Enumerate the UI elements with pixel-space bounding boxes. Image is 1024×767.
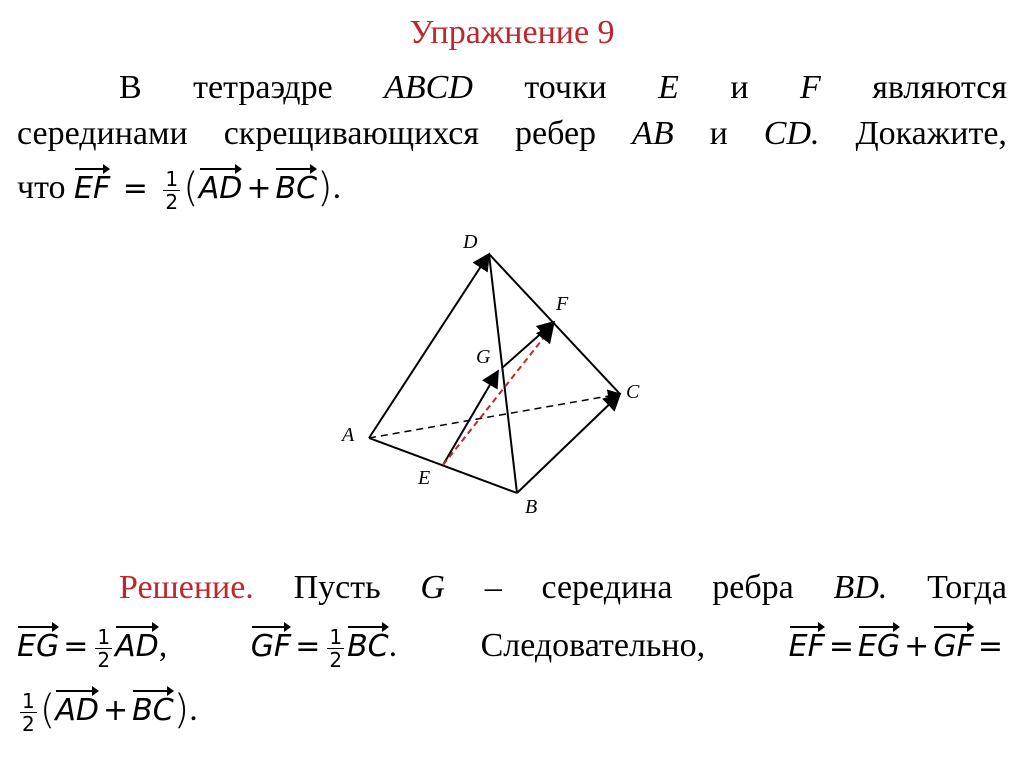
comma: ,	[158, 627, 168, 664]
edge-bc	[517, 394, 620, 493]
word: ребра	[712, 569, 794, 606]
word: Пусть	[293, 569, 381, 606]
formula-gf	[251, 624, 397, 671]
word: середина	[541, 569, 673, 606]
word: тетраэдре	[193, 69, 333, 106]
vector-bc: BC	[275, 167, 317, 211]
label-g: G	[476, 346, 491, 368]
vector-ef: EF	[74, 167, 110, 211]
equals-sign: =	[63, 629, 89, 664]
word: и	[730, 69, 749, 106]
problem-line-1	[17, 66, 1007, 110]
label-a: A	[342, 424, 355, 446]
tetrahedron-figure	[330, 228, 660, 528]
word: BD.	[833, 569, 888, 606]
left-paren: (	[39, 687, 56, 733]
formula-eg	[17, 624, 167, 671]
word: Тогда	[927, 569, 1007, 606]
label-f: F	[556, 293, 569, 315]
word: Докажите,	[855, 115, 1007, 152]
word: и	[709, 115, 728, 152]
word: –	[484, 569, 502, 606]
vector-bc-text: BC	[347, 625, 389, 669]
word: E	[658, 69, 679, 106]
fraction-denominator: 2	[165, 189, 179, 214]
solution-line-1	[17, 566, 1007, 610]
word: что	[17, 169, 66, 206]
label-b: B	[525, 496, 538, 518]
period: .	[189, 691, 198, 728]
fraction-numerator: 1	[22, 688, 35, 713]
fraction-numerator: 1	[165, 166, 179, 191]
vector-eg	[443, 371, 498, 465]
word: G	[420, 569, 445, 606]
equals-sign: =	[977, 629, 1003, 664]
solution-line-3	[17, 688, 1007, 735]
word: являются	[872, 69, 1007, 106]
fraction-numerator: 1	[97, 624, 111, 649]
vector-ef-text: EF	[789, 625, 825, 669]
word: F	[799, 69, 821, 106]
edge-bd	[489, 254, 517, 493]
fraction-numerator: 1	[329, 624, 343, 649]
vector-ef-red	[443, 326, 553, 465]
vector-gf-text: GF	[933, 625, 974, 669]
right-paren: )	[317, 165, 333, 211]
fraction-half	[163, 168, 180, 213]
consequently-word: Следовательно,	[480, 627, 706, 664]
equals-sign: =	[122, 171, 148, 206]
vector-gf	[502, 322, 554, 368]
label-c: C	[626, 381, 640, 403]
word: серединами	[17, 115, 188, 152]
problem-line-2	[17, 112, 1007, 156]
vector-eg-text: EG	[858, 625, 900, 669]
fraction-half	[20, 690, 37, 735]
fraction-denominator: 2	[97, 647, 111, 672]
vector-eg-text: EG	[17, 625, 59, 669]
word: точки	[524, 69, 607, 106]
vector-ad-text: AD	[115, 625, 159, 669]
word: В	[119, 69, 142, 106]
period: .	[332, 169, 342, 206]
edge-ab	[369, 438, 517, 493]
solution-label: Решение.	[119, 569, 254, 606]
fraction-denominator: 2	[22, 711, 35, 736]
problem-line-3	[17, 166, 1007, 213]
left-paren: (	[183, 165, 199, 211]
plus-sign: +	[102, 693, 129, 728]
period: .	[388, 627, 398, 664]
equals-sign: =	[828, 629, 854, 664]
plus-sign: +	[904, 629, 930, 664]
word: AB	[632, 115, 674, 152]
formula-sum	[789, 624, 1007, 671]
vector-bc-text: BC	[132, 689, 174, 733]
vector-gf-text: GF	[251, 625, 292, 669]
right-paren: )	[173, 687, 190, 733]
label-d: D	[463, 231, 478, 253]
equals-sign: =	[295, 629, 321, 664]
label-e: E	[418, 467, 431, 489]
edge-dc	[489, 254, 620, 394]
edge-ad	[369, 254, 489, 438]
word: ребер	[515, 115, 597, 152]
vector-ad: AD	[199, 167, 243, 211]
word: CD.	[763, 115, 820, 152]
fraction-half	[95, 626, 112, 671]
slide-title: Упражнение 9	[409, 14, 615, 51]
plus-sign: +	[246, 171, 272, 206]
word: ABCD	[384, 69, 473, 106]
fraction-denominator: 2	[329, 647, 343, 672]
vector-ad-text: AD	[55, 689, 99, 733]
word: скрещивающихся	[223, 115, 480, 152]
fraction-half	[327, 626, 344, 671]
solution-line-2	[17, 624, 1007, 671]
